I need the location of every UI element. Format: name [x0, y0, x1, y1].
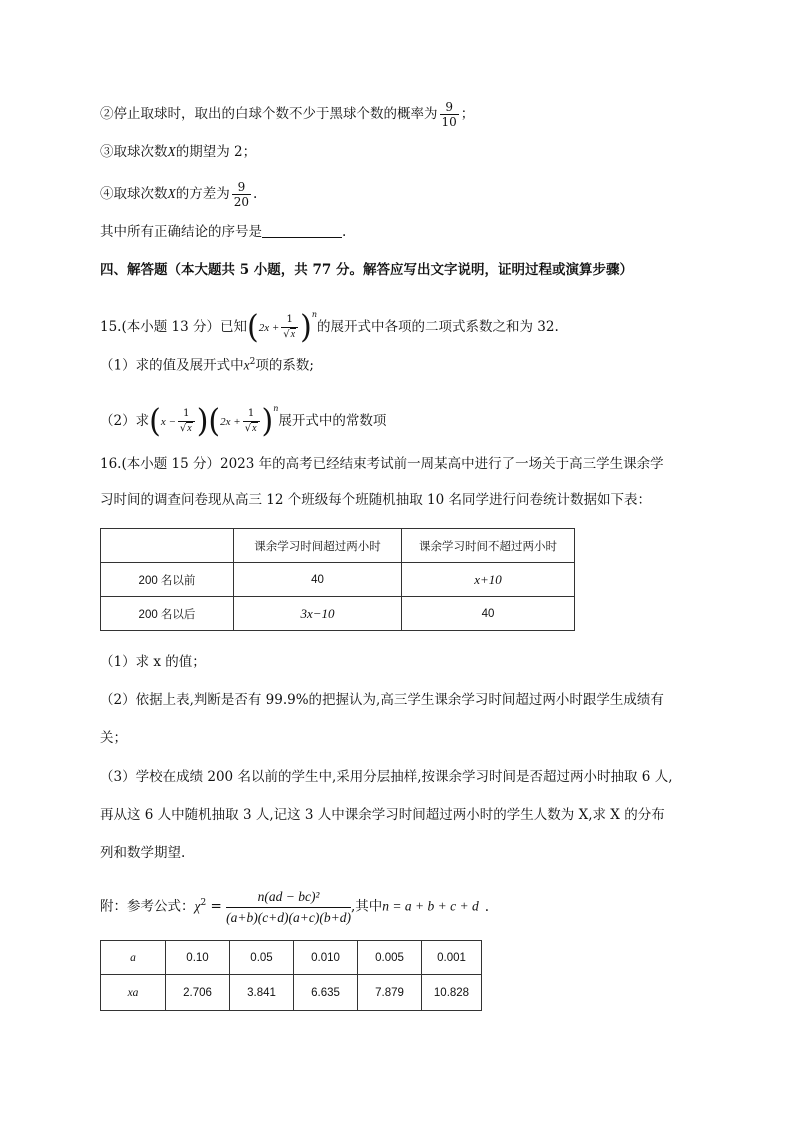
item-4-text-b: 的方差为 — [175, 186, 230, 202]
item-3-text-a: 取球次数 — [113, 144, 168, 160]
var-x: x — [243, 357, 250, 373]
frac-num: 9 — [232, 180, 251, 195]
item-4-end: . — [253, 186, 258, 202]
q15-sub1 — [100, 352, 314, 376]
item-4 — [100, 180, 257, 209]
q15-tail: 的展开式中各项的二项式系数之和为 32. — [316, 319, 559, 335]
table-cell: x+10 — [402, 563, 575, 597]
where-expression: n = a + b + c + d — [382, 898, 479, 914]
table-header-cell — [101, 529, 234, 563]
frac-num: 9 — [440, 100, 459, 115]
table-cell: 0.10 — [166, 941, 230, 975]
survey-table — [100, 528, 575, 631]
conclusion-line — [100, 222, 346, 242]
item-2 — [100, 100, 474, 129]
section-4-heading: 四、解答题（本大题共 5 小题，共 77 分。解答应写出文字说明，证明过程或演算步骤） — [100, 262, 633, 278]
q16-sub3-line-3: 列和数学期望. — [100, 845, 186, 861]
formula-denominator: (a+b)(c+d)(a+c)(b+d) — [226, 909, 351, 925]
table-header-cell: 课余学习时间超过两小时 — [234, 529, 402, 563]
item-3-text-b: 的期望为 2； — [175, 144, 257, 160]
table-cell: 0.010 — [294, 941, 358, 975]
item-4-text-a: 取球次数 — [113, 186, 168, 202]
table-cell: 40 — [402, 597, 575, 631]
q16-line-1: 16.(本小题 15 分）2023 年的高考已经结束考试前一周某高中进行了一场关于高三学生课余学 — [100, 456, 664, 472]
item-2-end: ； — [460, 106, 475, 122]
table-cell: 0.05 — [230, 941, 294, 975]
frac-den: 10 — [441, 115, 457, 129]
var-x: X — [167, 186, 176, 201]
q15-sub2 — [100, 392, 387, 440]
item-2-text: 停止取球时，取出的白球个数不少于黑球个数的概率为 — [113, 106, 438, 122]
table-header-cell: 课余学习时间不超过两小时 — [402, 529, 575, 563]
q15-sub2-expression: (x − $\frac{1}{√x}$ )(2x + $\frac{1}{√x}$ )$^n$ — [149, 402, 279, 440]
q16-sub2-line-2: 关； — [100, 730, 127, 746]
item-3-number: ③ — [100, 144, 114, 160]
frac-den: 20 — [233, 195, 250, 209]
table-cell: 6.635 — [294, 975, 358, 1011]
exponent: 2 — [249, 357, 256, 367]
q15-head: 15.(本小题 13 分）已知 — [100, 319, 247, 335]
table-cell: 0.005 — [358, 941, 422, 975]
where-text: ,其中 — [350, 898, 383, 915]
conclusion-end: . — [342, 224, 347, 240]
fraction-9-10 — [440, 100, 459, 129]
where-end: . — [484, 898, 490, 915]
q15-stem — [100, 298, 559, 346]
item-2-number: ② — [100, 106, 114, 122]
table-cell: 200 名以后 — [101, 597, 234, 631]
q15-sub1-text: （1）求的值及展开式中 — [100, 357, 244, 374]
table-cell: a — [101, 941, 166, 975]
q15-expression: (2x + $\frac{1}{√x}$ )$^n$ — [247, 308, 317, 346]
table-cell: 10.828 — [422, 975, 482, 1011]
table-cell: 7.879 — [358, 975, 422, 1011]
conclusion-text: 其中所有正确结论的序号是 — [100, 224, 262, 240]
q15-sub1-end: 项的系数; — [255, 357, 314, 374]
item-3 — [100, 142, 256, 162]
q15-sub2-tail: 展开式中的常数项 — [278, 413, 387, 429]
table-cell: 40 — [234, 563, 402, 597]
reference-formula: 附：参考公式：$\chi^2$ = $\frac{\text{n(ad − bc)²}}{(a+b)(c+d)(a+c)(b+d)}$ ,其中n = a + b + c + d . — [100, 880, 489, 926]
chi-symbol: χ — [194, 898, 201, 914]
formula-numerator: n(ad − bc)² — [226, 887, 351, 908]
table-cell: 200 名以前 — [101, 563, 234, 597]
critical-value-table — [100, 940, 482, 1011]
q16-sub1: （1）求 x 的值； — [100, 654, 206, 670]
fraction-9-20 — [232, 180, 251, 209]
q15-sub2-head: （2）求 — [100, 413, 150, 429]
table-cell: xa — [101, 975, 166, 1011]
item-4-number: ④ — [100, 186, 114, 202]
table-cell: 0.001 — [422, 941, 482, 975]
chi-square-fraction — [226, 887, 351, 928]
chi-exponent: 2 — [200, 898, 207, 908]
q16-sub2-line-1: （2）依据上表,判断是否有 99.9%的把握认为,高三学生课余学习时间超过两小时跟学生成绩有 — [100, 692, 664, 708]
var-x: X — [167, 144, 176, 159]
table-cell: 2.706 — [166, 975, 230, 1011]
table-cell: 3x−10 — [234, 597, 402, 631]
answer-blank — [262, 223, 342, 238]
q16-line-2: 习时间的调查问卷现从高三 12 个班级每个班随机抽取 10 名同学进行问卷统计数据如下表： — [100, 492, 652, 508]
q16-sub3-line-1: （3）学校在成绩 200 名以前的学生中,采用分层抽样,按课余学习时间是否超过两小时抽取 6 人, — [100, 769, 673, 785]
q16-sub3-line-2: 再从这 6 人中随机抽取 3 人,记这 3 人中课余学习时间超过两小时的学生人数为 X,求 X 的分布 — [100, 807, 665, 823]
reference-label: 附：参考公式： — [100, 898, 195, 915]
table-cell: 3.841 — [230, 975, 294, 1011]
